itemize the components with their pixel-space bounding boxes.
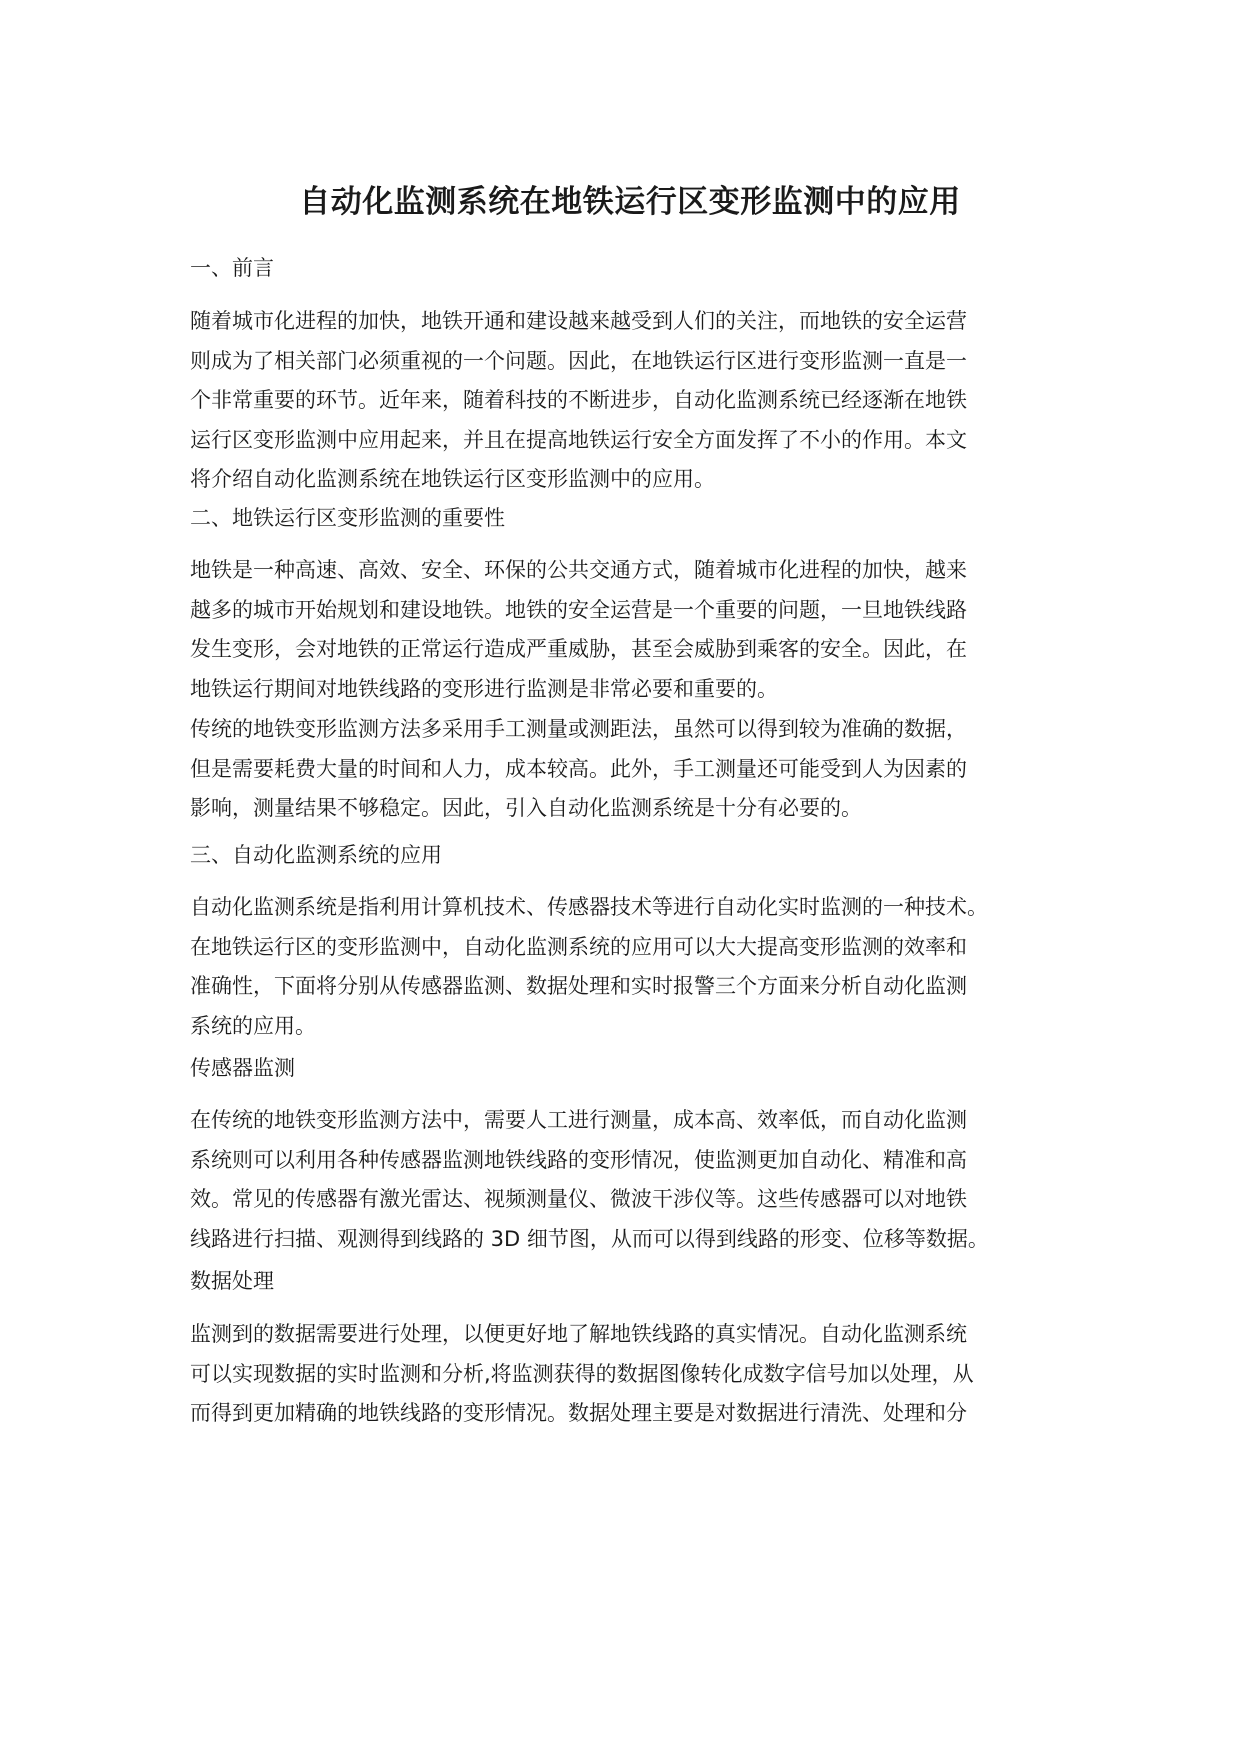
paragraph-line: 发生变形，会对地铁的正常运行造成严重威胁，甚至会威胁到乘客的安全。因此，在 (190, 637, 967, 661)
paragraph-preface (190, 302, 967, 500)
subsection-heading-sensor: 传感器监测 (190, 1056, 295, 1080)
paragraph-line: 但是需要耗费大量的时间和人力，成本较高。此外，手工测量还可能受到人为因素的 (190, 756, 967, 781)
paragraph-line: 传统的地铁变形监测方法多采用手工测量或测距法，虽然可以得到较为准确的数据， (190, 717, 967, 741)
paragraph-line: 越多的城市开始规划和建设地铁。地铁的安全运营是一个重要的问题，一旦地铁线路 (190, 597, 967, 622)
paragraph-traditional-methods (190, 710, 967, 829)
paragraph-line: 系统则可以利用各种传感器监测地铁线路的变形情况，使监测更加自动化、精准和高 (190, 1147, 967, 1172)
paragraph-line: 将介绍自动化监测系统在地铁运行区变形监测中的应用。 (190, 467, 715, 491)
paragraph-data-processing (190, 1315, 974, 1434)
paragraph-application (190, 888, 988, 1046)
section-heading-preface: 一、前言 (190, 256, 274, 280)
paragraph-sensor (190, 1101, 989, 1259)
paragraph-line: 个非常重要的环节。近年来，随着科技的不断进步，自动化监测系统已经逐渐在地铁 (190, 388, 967, 412)
subsection-heading-data-processing: 数据处理 (190, 1269, 274, 1293)
paragraph-line: 可以实现数据的实时监测和分析,将监测获得的数据图像转化成数字信号加以处理，从 (190, 1361, 974, 1386)
paragraph-line: 运行区变形监测中应用起来，并且在提高地铁运行安全方面发挥了不小的作用。本文 (190, 427, 967, 452)
paragraph-line: 监测到的数据需要进行处理，以便更好地了解地铁线路的真实情况。自动化监测系统 (190, 1322, 967, 1346)
paragraph-line: 而得到更加精确的地铁线路的变形情况。数据处理主要是对数据进行清洗、处理和分 (190, 1401, 967, 1425)
paragraph-line: 线路进行扫描、观测得到线路的 3D 细节图，从而可以得到线路的形变、位移等数据。 (190, 1226, 989, 1251)
paragraph-line: 在地铁运行区的变形监测中，自动化监测系统的应用可以大大提高变形监测的效率和 (190, 934, 967, 959)
paragraph-importance (190, 551, 967, 709)
section-heading-importance: 二、地铁运行区变形监测的重要性 (190, 506, 505, 530)
paragraph-line: 地铁运行期间对地铁线路的变形进行监测是非常必要和重要的。 (190, 676, 778, 701)
paragraph-line: 效。常见的传感器有激光雷达、视频测量仪、微波干涉仪等。这些传感器可以对地铁 (190, 1187, 967, 1211)
paragraph-line: 则成为了相关部门必须重视的一个问题。因此，在地铁运行区进行变形监测一直是一 (190, 348, 967, 373)
document-title: 自动化监测系统在地铁运行区变形监测中的应用 (299, 184, 961, 220)
paragraph-line: 系统的应用。 (190, 1013, 316, 1038)
paragraph-line: 影响，测量结果不够稳定。因此，引入自动化监测系统是十分有必要的。 (190, 796, 862, 820)
paragraph-line: 准确性，下面将分别从传感器监测、数据处理和实时报警三个方面来分析自动化监测 (190, 974, 967, 998)
section-heading-application: 三、自动化监测系统的应用 (190, 843, 442, 867)
paragraph-line: 地铁是一种高速、高效、安全、环保的公共交通方式，随着城市化进程的加快，越来 (190, 558, 967, 582)
paragraph-line: 在传统的地铁变形监测方法中，需要人工进行测量，成本高、效率低，而自动化监测 (190, 1108, 967, 1132)
paragraph-line: 随着城市化进程的加快，地铁开通和建设越来越受到人们的关注，而地铁的安全运营 (190, 309, 967, 333)
paragraph-line: 自动化监测系统是指利用计算机技术、传感器技术等进行自动化实时监测的一种技术。 (190, 895, 988, 919)
